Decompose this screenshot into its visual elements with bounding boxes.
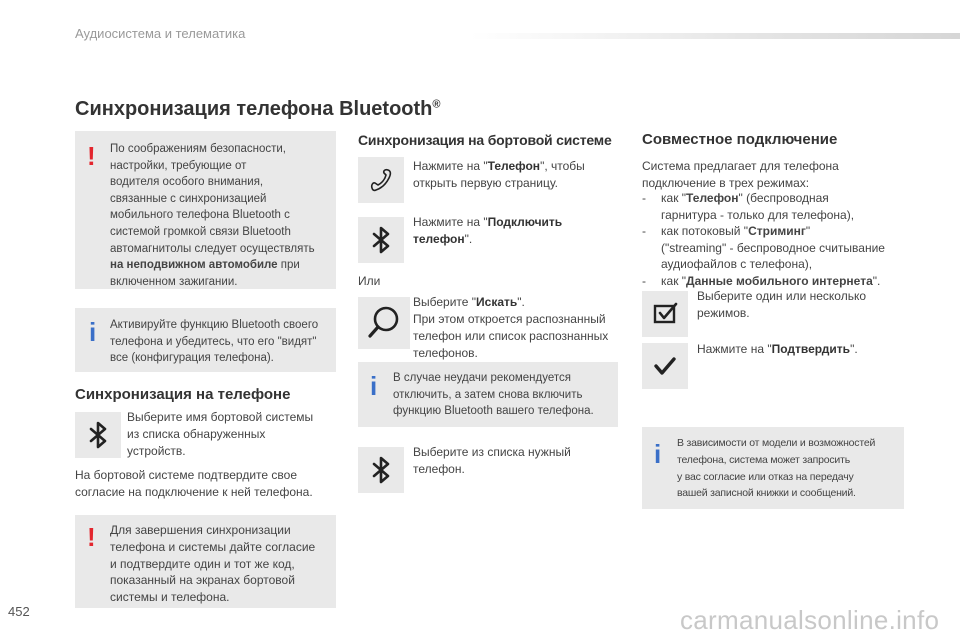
checklist-icon-box bbox=[642, 291, 688, 337]
site-watermark: carmanualsonline.info bbox=[680, 605, 940, 635]
warning-icon: ! bbox=[87, 141, 96, 171]
search-step-text: Выберите "Искать". При этом откроется распознанный телефон или список распознанных телефонов. bbox=[413, 295, 609, 360]
mode-item-mobile-data: - как "Данные мобильного интернета". bbox=[642, 273, 881, 288]
shared-connection-section-title: Совместное подключение bbox=[642, 131, 838, 148]
bluetooth-icon bbox=[75, 412, 121, 458]
page-title: Синхронизация телефона Bluetooth® bbox=[75, 98, 441, 120]
safety-warning-text: По соображениям безопасности, настройки, требующие от водителя особого внимания, связанные с синхронизацией мобильного телефона Bluetooth с системой громкой связи Bluetooth автомагнитолы следует осуществлять на неподвижном автомобиле при включенном зажигании. bbox=[110, 143, 315, 288]
contacts-consent-info-box bbox=[642, 427, 904, 509]
select-phone-from-list-text: Выберите из списка нужный телефон. bbox=[413, 445, 571, 476]
bluetooth-icon-box bbox=[75, 412, 121, 458]
info-icon: i bbox=[89, 317, 97, 347]
checkbox-list-icon bbox=[642, 291, 688, 337]
bluetooth-icon-box bbox=[358, 217, 404, 263]
bluetooth-icon bbox=[358, 447, 404, 493]
system-sync-section-title: Синхронизация на бортовой системе bbox=[358, 132, 612, 148]
failure-info-box bbox=[358, 362, 618, 427]
or-label: Или bbox=[358, 274, 381, 288]
phone-sync-section-title: Синхронизация на телефоне bbox=[75, 386, 291, 403]
magnifier-icon bbox=[358, 297, 410, 349]
select-modes-text: Выберите один или несколько режимов. bbox=[697, 289, 867, 320]
mode-item-streaming: - как потоковый "Стриминг" ("streaming" - беспроводное считывание аудиофайлов с телефона), bbox=[642, 224, 885, 271]
confirm-icon-box bbox=[642, 343, 688, 389]
checkmark-icon bbox=[642, 343, 688, 389]
page-number: 452 bbox=[8, 604, 30, 619]
bluetooth-icon bbox=[358, 217, 404, 263]
phone-icon-box bbox=[358, 157, 404, 203]
bluetooth-activation-info-text: Активируйте функцию Bluetooth своего телефона и убедитесь, что его "видят" все (конфигурация телефона). bbox=[110, 319, 319, 365]
phone-confirm-text: На бортовой системе подтвердите свое согласие на подключение к ней телефона. bbox=[75, 468, 313, 499]
phone-handset-icon bbox=[358, 157, 404, 203]
info-icon: i bbox=[370, 371, 378, 401]
phone-select-system-text: Выберите имя бортовой системы из списка обнаруженных устройств. bbox=[127, 410, 314, 458]
header-gradient-bar bbox=[470, 33, 960, 39]
bluetooth-icon-box bbox=[358, 447, 404, 493]
pairing-code-warning-text: Для завершения синхронизации телефона и системы дайте согласие и подтвердите один и тот же код, показанный на экранах бортовой системы и телефона. bbox=[110, 523, 316, 605]
shared-connection-intro: Система предлагает для телефона подключение в трех режимах: bbox=[642, 159, 839, 190]
bluetooth-activation-info-box bbox=[75, 308, 336, 372]
search-icon-box bbox=[358, 297, 410, 349]
warning-icon: ! bbox=[87, 522, 96, 552]
section-header-title: Аудиосистема и телематика bbox=[75, 26, 246, 41]
failure-info-text: В случае неудачи рекомендуется отключить, а затем снова включить функцию Bluetooth вашего телефона. bbox=[393, 372, 594, 418]
mode-item-telephone: - как "Телефон" (беспроводная гарнитура - только для телефона), bbox=[642, 191, 855, 222]
tap-telephone-text: Нажмите на "Телефон", чтобы открыть первую страницу. bbox=[413, 159, 585, 190]
connection-modes-list bbox=[642, 190, 912, 289]
tap-confirm-text: Нажмите на "Подтвердить". bbox=[697, 342, 858, 356]
contacts-consent-info-text: В зависимости от модели и возможностей телефона, система может запросить у вас согласие или отказ на передачу вашей записной книжки и сообщений. bbox=[677, 437, 876, 500]
info-icon: i bbox=[654, 439, 662, 469]
tap-connect-phone-text: Нажмите на "Подключить телефон". bbox=[413, 215, 563, 246]
pairing-code-warning-box bbox=[75, 515, 336, 608]
safety-warning-box bbox=[75, 131, 336, 289]
